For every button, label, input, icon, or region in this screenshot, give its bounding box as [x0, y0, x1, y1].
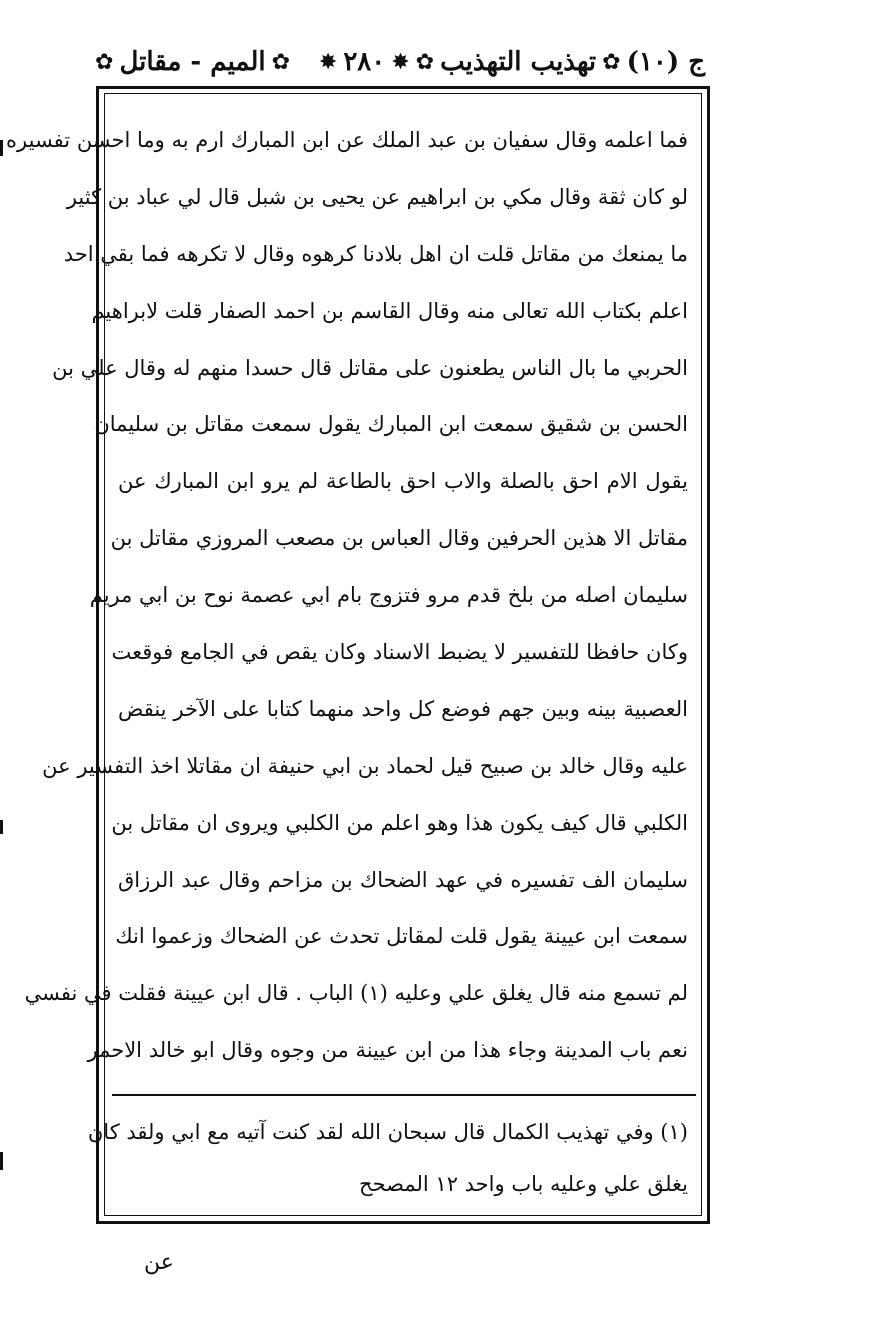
- header-left-group: [95, 47, 290, 77]
- ornament-icon: ✿: [415, 49, 435, 75]
- text-line: اعلم بكتاب الله تعالى منه وقال القاسم بن احمد الصفار قلت لابراهيم: [91, 298, 688, 323]
- text-line: سمعت ابن عيينة يقول قلت لمقاتل تحدث عن الضحاك وزعموا انك: [115, 924, 688, 949]
- catchword: عن: [144, 1250, 174, 1275]
- ornament-icon: ✿: [602, 49, 621, 75]
- ornament-icon: ✿: [95, 49, 114, 75]
- footnote-divider: [112, 1094, 696, 1096]
- running-header: [95, 40, 705, 84]
- book-title: تهذيب التهذيب: [440, 47, 597, 77]
- star-ornament-icon: ✸: [391, 49, 410, 75]
- text-line: نعم باب المدينة وجاء هذا من ابن عيينة من وجوه وقال ابو خالد الاحمر: [87, 1038, 688, 1063]
- text-line: الحربي ما بال الناس يطعنون على مقاتل قال حسدا منهم له وقال علي بن: [52, 355, 688, 380]
- text-line: الكلبي قال كيف يكون هذا وهو اعلم من الكلبي ويروى ان مقاتل بن: [111, 810, 688, 835]
- footnotes: [87, 1106, 688, 1210]
- text-line: سليمان اصله من بلخ قدم مرو فتزوج بام ابي عصمة نوح بن ابي مريم: [89, 583, 688, 608]
- text-line: لو كان ثقة وقال مكي بن ابراهيم عن يحيى بن شبل قال لي عباد بن كثير: [66, 184, 688, 209]
- scan-margin-mark: [0, 140, 3, 156]
- scan-margin-mark: [0, 820, 3, 834]
- main-text: [6, 112, 688, 1079]
- text-line: يقول الام احق بالصلة والاب احق بالطاعة لم يرو ابن المبارك عن: [118, 469, 688, 494]
- footnote-line: (١) وفي تهذيب الكمال قال سبحان الله لقد كنت آتيه مع ابي ولقد كان: [87, 1120, 688, 1144]
- text-line: سليمان الف تفسيره في عهد الضحاك بن مزاحم وقال عبد الرزاق: [118, 867, 688, 892]
- text-line: عليه وقال خالد بن صبيح قيل لحماد بن ابي حنيفة ان مقاتلا اخذ التفسير عن: [42, 753, 688, 778]
- text-line: مقاتل الا هذين الحرفين وقال العباس بن مصعب المروزي مقاتل بن: [110, 526, 688, 551]
- page-number: ٢٨٠: [343, 47, 386, 77]
- text-line: فما اعلمه وقال سفيان بن عبد الملك عن ابن المبارك ارم به وما احسن تفسيره: [6, 128, 688, 152]
- scan-margin-mark: [0, 1152, 3, 1170]
- text-line: وكان حافظا للتفسير لا يضبط الاسناد وكان يقص في الجامع فوقعت: [111, 640, 688, 665]
- header-right-group: [319, 47, 705, 77]
- section-label: الميم - مقاتل: [119, 47, 266, 77]
- volume-label: ج (١٠): [626, 47, 705, 77]
- text-line: العصبية بينه وبين جهم فوضع كل واحد منهما كتابا على الآخر ينقض: [118, 696, 688, 721]
- ornament-icon: ✿: [271, 49, 291, 75]
- text-line: ما يمنعك من مقاتل قلت ان اهل بلادنا كرهوه وقال لا تكرهه فما بقي احد: [63, 241, 688, 266]
- text-line: لم تسمع منه قال يغلق علي وعليه (١) الباب . قال ابن عيينة فقلت في نفسي: [24, 981, 688, 1006]
- star-ornament-icon: ✸: [318, 49, 338, 75]
- footnote-line: يغلق علي وعليه باب واحد ١٢ المصحح: [359, 1172, 688, 1196]
- text-line: الحسن بن شقيق سمعت ابن المبارك يقول سمعت مقاتل بن سليمان: [94, 412, 688, 437]
